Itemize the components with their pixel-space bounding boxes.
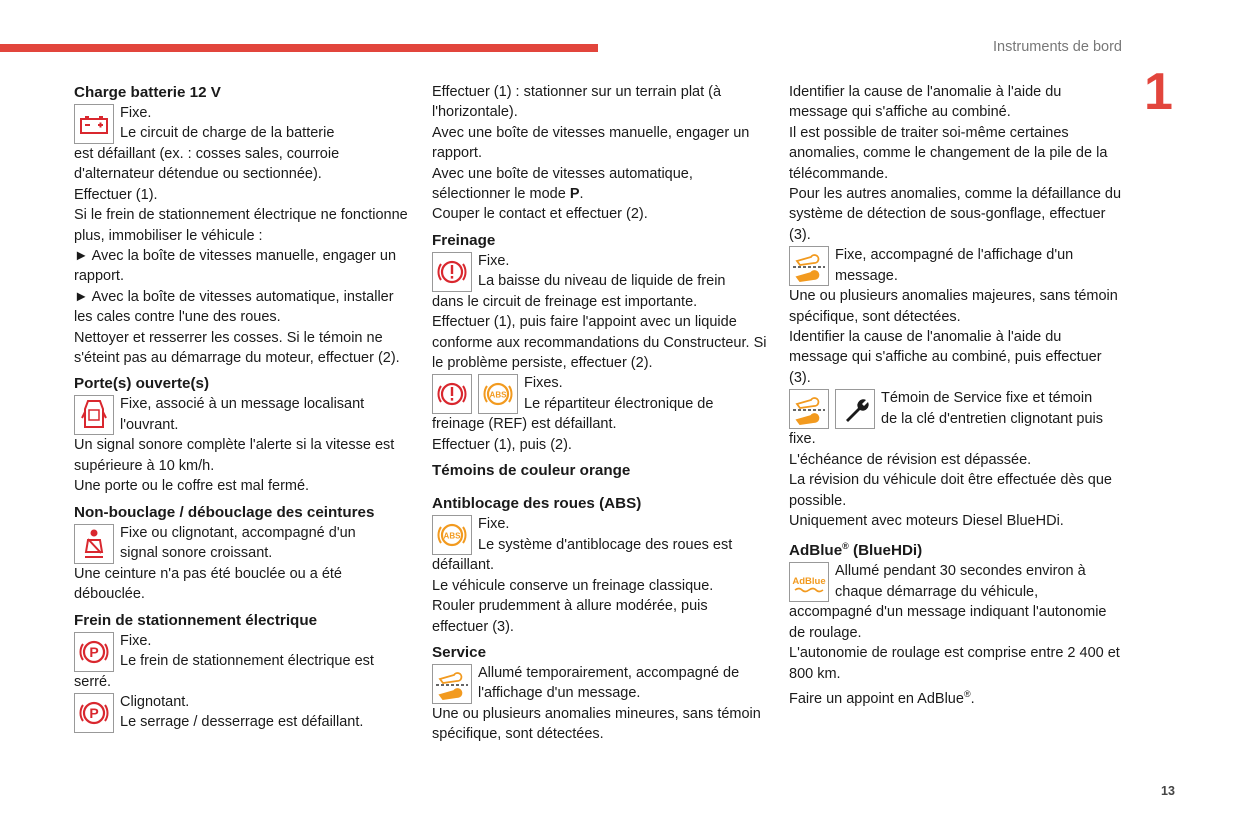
doors-block: [74, 394, 409, 435]
service-state: Allumé temporairement, accompagné de: [478, 664, 740, 681]
doors-p2: Une porte ou le coffre est mal fermé.: [74, 478, 310, 495]
door-open-icon: [74, 395, 114, 435]
belts-desc: signal sonore croissant.: [120, 545, 273, 562]
heading-braking: Freinage: [432, 231, 496, 249]
column-1: [74, 82, 409, 733]
battery-bullet-auto: ► Avec la boîte de vitesses automatique, installer les cales contre l'une des roues.: [74, 288, 394, 326]
abs-p2: Rouler prudemment à allure modérée, puis effectuer (3).: [432, 598, 708, 635]
col3-p4: Une ou plusieurs anomalies majeures, sans témoin spécifique, sont détectées.: [789, 288, 1118, 325]
service-wrench-icon: [789, 389, 829, 429]
maintenance-state: Témoin de Service fixe et témoin: [881, 390, 1093, 407]
svg-text:ABS: ABS: [443, 531, 461, 541]
abs-block: [432, 514, 767, 555]
col3-p8: Uniquement avec moteurs Diesel BlueHDi.: [789, 512, 1064, 529]
adblue-p2: [789, 684, 1124, 709]
adblue-p2-b: .: [970, 690, 975, 707]
intro-text: Effectuer (1) : stationner sur un terrain plat (à l'horizontale).: [432, 84, 722, 121]
major-fault-block: [789, 245, 1124, 286]
svg-text:ABS: ABS: [489, 390, 507, 400]
running-header: Instruments de bord: [993, 39, 1122, 55]
manual-text: Avec une boîte de vitesses manuelle, engager un rapport.: [432, 124, 750, 162]
parking-brake-icon: [74, 693, 114, 733]
belts-p1: Une ceinture n'a pas été bouclée ou a été débouclée.: [74, 565, 342, 603]
service-wrench-icon: [789, 246, 829, 286]
service-desc: l'affichage d'un message.: [478, 685, 641, 702]
chapter-number: 1: [1144, 63, 1173, 121]
adblue-title-a: AdBlue: [789, 542, 843, 560]
battery-final: Nettoyer et resserrer les cosses. Si le témoin ne s'éteint pas au démarrage du moteur, effectuer (2).: [74, 329, 400, 367]
adblue-p2-a: Faire un appoint en AdBlue: [789, 690, 964, 707]
braking-action: Effectuer (1), puis faire l'appoint avec un liquide conforme aux recommandations du Constructeur. Si le problème persiste, effectuer (2).: [432, 314, 767, 372]
service-p1: Une ou plusieurs anomalies mineures, sans témoin spécifique, sont détectées.: [432, 705, 761, 743]
maintenance-desc: de la clé d'entretien clignotant puis: [881, 410, 1104, 427]
col3-p2: Il est possible de traiter soi-même certaines anomalies, comme le changement de la pile de la télécommande.: [789, 124, 1108, 182]
heading-parking: Frein de stationnement électrique: [74, 611, 318, 629]
parking-brake-icon: [74, 632, 114, 672]
parking-desc-fixed-end: serré.: [74, 673, 112, 690]
battery-bullet-manual: ► Avec la boîte de vitesses manuelle, engager un rapport.: [74, 248, 397, 285]
doors-p1: Un signal sonore complète l'alerte si la vitesse est supérieure à 10 km/h.: [74, 437, 395, 474]
svg-text:P: P: [89, 643, 99, 660]
maintenance-desc-end: fixe.: [789, 431, 816, 448]
adblue-block: [789, 561, 1124, 602]
page-number: 13: [1161, 784, 1175, 798]
belts-state: Fixe ou clignotant, accompagné d'un: [120, 524, 356, 541]
adblue-title-sup: ®: [842, 541, 849, 552]
cut-text: Couper le contact et effectuer (2).: [432, 206, 648, 223]
heading-doors: Porte(s) ouverte(s): [74, 375, 210, 393]
service-wrench-icon: [432, 664, 472, 704]
maintenance-block: [789, 388, 1124, 429]
col3-p1: Identifier la cause de l'anomalie à l'aide du message qui s'affiche au combiné.: [789, 84, 1062, 121]
doors-state: Fixe, associé à un message localisant: [120, 396, 365, 413]
belts-block: [74, 523, 409, 564]
battery-desc: Le circuit de charge de la batterie: [120, 125, 335, 142]
adblue-body: accompagné d'un message indiquant l'autonomie de roulage.: [789, 604, 1107, 641]
parking-block-blink: [74, 692, 409, 733]
parking-state-blink: Clignotant.: [120, 693, 190, 710]
battery-action: Effectuer (1).: [74, 186, 158, 203]
col3-p5: Identifier la cause de l'anomalie à l'aide du message qui s'affiche au combiné, puis effectuer (3).: [789, 329, 1102, 386]
heading-adblue: [789, 536, 1124, 561]
header-accent-bar: [0, 44, 598, 52]
abs-desc: Le système d'antiblocage des roues est: [478, 536, 733, 553]
braking-desc: La baisse du niveau de liquide de frein: [478, 273, 726, 290]
battery-body: est défaillant (ex. : cosses sales, courroie d'alternateur détendue ou sectionnée).: [74, 146, 340, 183]
major-fault-desc: message.: [835, 267, 898, 284]
seatbelt-icon: [74, 524, 114, 564]
adblue-state: Allumé pendant 30 secondes environ à: [835, 563, 1086, 580]
parking-state-fixed: Fixe.: [120, 632, 152, 649]
abs-state: Fixe.: [478, 516, 510, 533]
adblue-icon: [789, 562, 829, 602]
battery-icon: [74, 104, 114, 144]
column-2: [432, 82, 767, 745]
ref-block: [432, 373, 767, 414]
braking-block: [432, 251, 767, 292]
abs-icon: [478, 374, 518, 414]
svg-text:P: P: [89, 704, 99, 721]
parking-block-fixed: [74, 631, 409, 672]
heading-battery: Charge batterie 12 V: [74, 84, 221, 101]
battery-block: [74, 103, 409, 144]
brake-warning-icon: [432, 252, 472, 292]
col3-p6: L'échéance de révision est dépassée.: [789, 451, 1032, 468]
braking-body: dans le circuit de freinage est importante.: [432, 293, 698, 310]
adblue-icon-text: AdBlue: [792, 576, 826, 588]
auto-text-b: .: [579, 186, 584, 203]
abs-icon: [432, 515, 472, 555]
heading-belts: Non-bouclage / débouclage des ceintures: [74, 503, 375, 521]
adblue-desc: chaque démarrage du véhicule,: [835, 583, 1039, 600]
ref-body: freinage (REF) est défaillant.: [432, 416, 617, 433]
ref-state: Fixes.: [524, 375, 563, 392]
auto-text-mode: P: [569, 186, 580, 203]
abs-p1: Le véhicule conserve un freinage classique.: [432, 577, 714, 594]
heading-abs: Antiblocage des roues (ABS): [432, 495, 642, 513]
auto-text: [432, 164, 767, 205]
col3-p7: La révision du véhicule doit être effectuée dès que possible.: [789, 472, 1112, 509]
adblue-title-b: (BlueHDi): [848, 542, 923, 560]
doors-desc: l'ouvrant.: [120, 416, 179, 433]
battery-brake-note: Si le frein de stationnement électrique ne fonctionne plus, immobiliser le véhicule :: [74, 207, 408, 244]
battery-state: Fixe.: [120, 105, 152, 121]
ref-action: Effectuer (1), puis (2).: [432, 436, 572, 453]
adblue-p1: L'autonomie de roulage est comprise entre 2 400 et 800 km.: [789, 645, 1120, 682]
column-3: [789, 82, 1124, 709]
service-block: [432, 663, 767, 704]
brake-warning-icon: [432, 374, 472, 414]
parking-desc-fixed: Le frein de stationnement électrique est: [120, 652, 374, 669]
abs-body: défaillant.: [432, 557, 495, 574]
maintenance-wrench-icon: [835, 389, 875, 429]
col3-p3: Pour les autres anomalies, comme la défaillance du système de détection de sous-gonflage, effectuer (3).: [789, 186, 1122, 243]
parking-desc-blink: Le serrage / desserrage est défaillant.: [120, 714, 364, 731]
adblue-p2-sup: ®: [963, 689, 971, 699]
braking-state: Fixe.: [478, 252, 510, 269]
ref-desc: Le répartiteur électronique de: [524, 395, 714, 412]
heading-orange: Témoins de couleur orange: [432, 462, 631, 480]
major-fault-state: Fixe, accompagné de l'affichage d'un: [835, 247, 1074, 264]
heading-service: Service: [432, 643, 487, 661]
auto-text-a: Avec une boîte de vitesses automatique, sélectionner le mode: [432, 165, 693, 203]
